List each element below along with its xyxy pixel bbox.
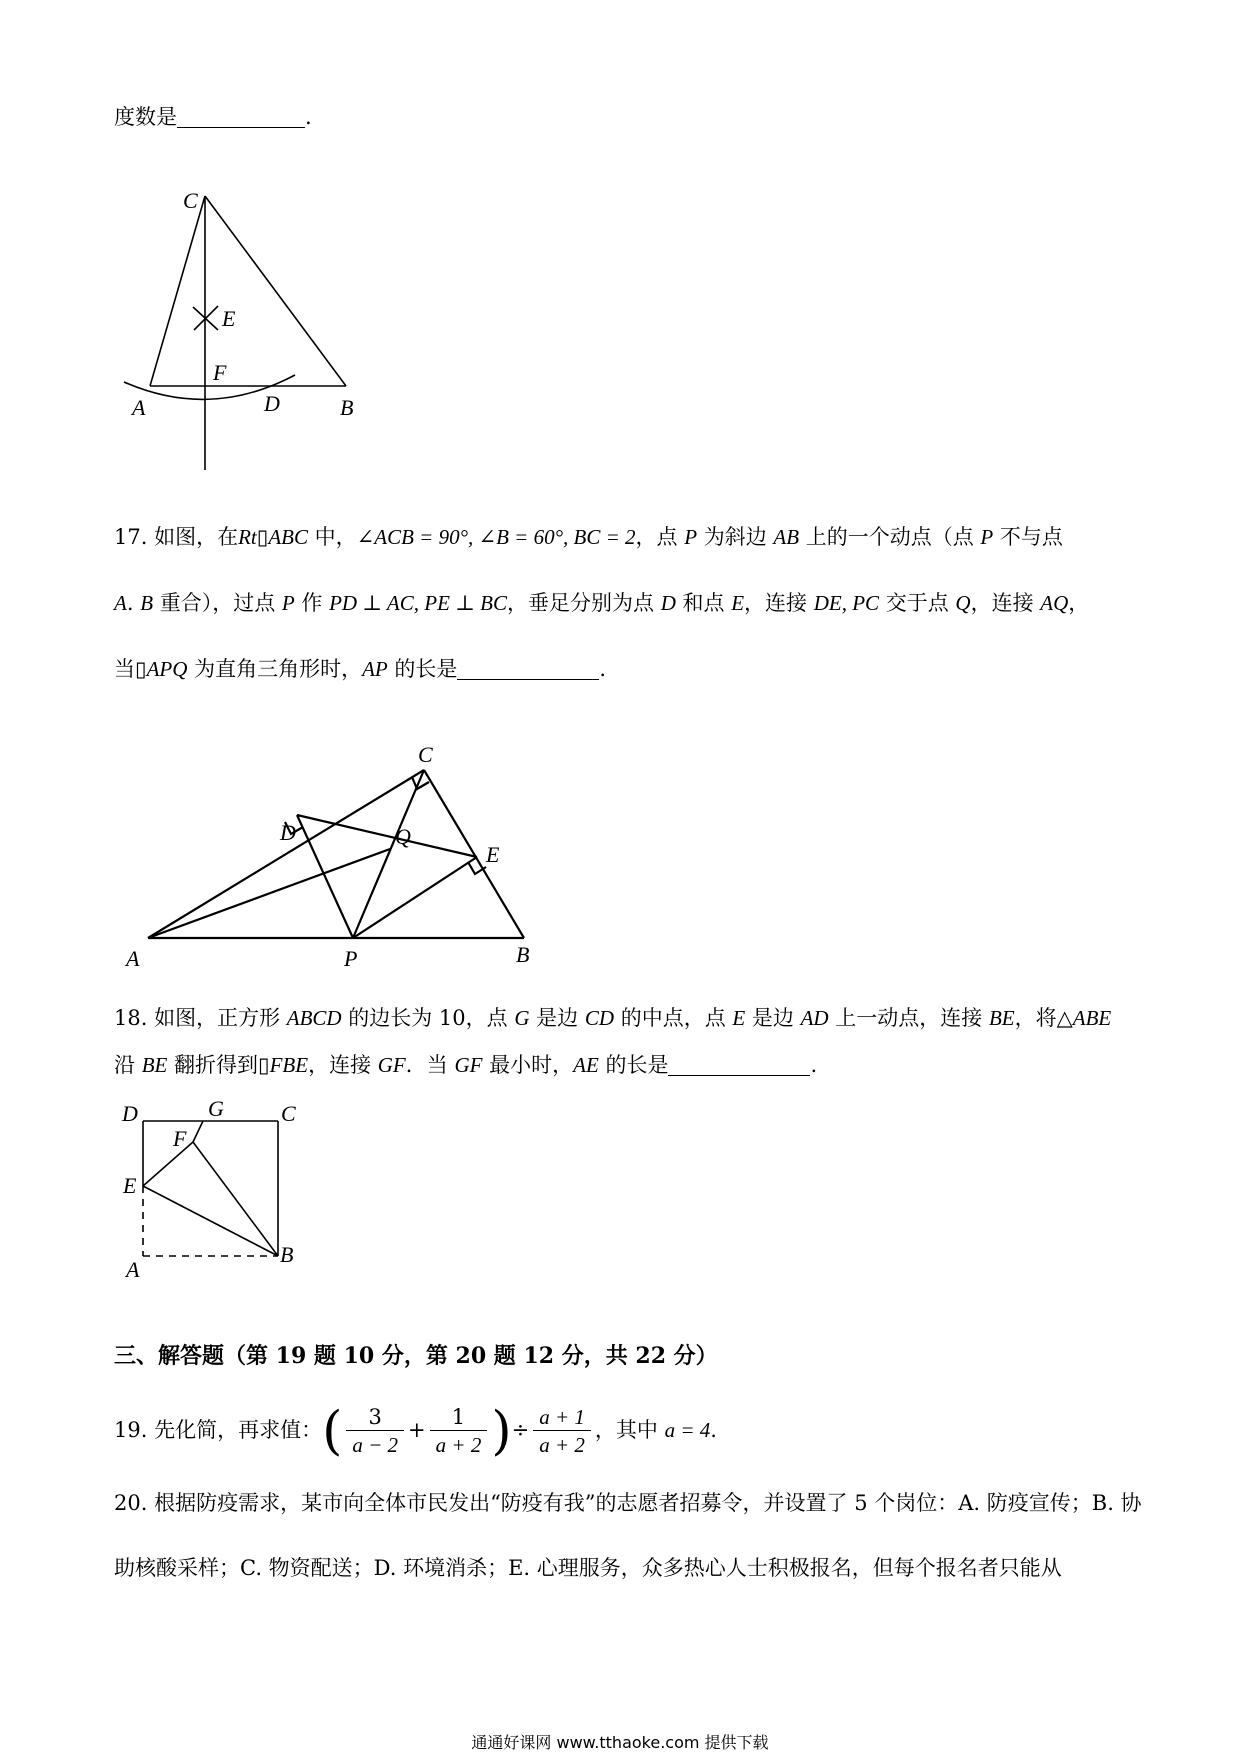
segment-fb [193,1142,278,1256]
label-g: G [208,1096,224,1121]
label-b: B [280,1242,294,1267]
q18-abe: ABE [1072,1006,1112,1030]
label-a: A [126,1257,140,1282]
segment-eb [143,1186,278,1256]
fraction-1-denominator: a − 2 [352,1433,399,1457]
q18-box: ▯ [258,1053,270,1077]
q17-text: ，连接 [744,591,814,615]
q16-tail-end: . [305,105,312,129]
side-cb [424,770,524,938]
q17-b: B [140,591,154,615]
q18-text: 上一动点，连接 [828,1006,989,1030]
q17-condition: ∠ACB = 90°, ∠B = 60°, BC = 2 [356,525,636,549]
q18-be: BE [141,1053,168,1077]
label-c: C [281,1101,296,1126]
q17-depc: DE, PC [813,591,880,615]
label-d: D [264,391,280,416]
segment-pc [353,770,424,938]
q18-text: 翻折得到 [167,1053,259,1077]
q18-text: 的边长为 10，点 [341,1006,515,1030]
q17-text: 和点 [675,591,732,615]
q17-text: 作 [294,591,330,615]
label-e: E [486,842,500,867]
q17-text: 交于点 [879,591,956,615]
q19-text: 19. 先化简，再求值： [114,1418,323,1442]
q18-gf: GF [454,1053,483,1077]
fraction-1 [346,1404,404,1459]
label-a: A [126,946,140,971]
fraction-2 [430,1404,488,1459]
q18-end: . [810,1053,818,1077]
q17-q: Q [955,591,971,615]
fraction-3-denominator: a + 2 [539,1433,585,1457]
q17-text: ，垂足分别为点 [507,591,661,615]
q16-tail-text: 度数是 [114,105,177,129]
q17-p: P [281,591,295,615]
label-d: D [280,820,296,845]
q17-rt: Rt [238,525,257,549]
q17-aq: AQ [1040,591,1069,615]
q17-box: ▯ [256,525,269,549]
divide-sign: ÷ [511,1418,530,1442]
paren-open: ( [322,1401,343,1462]
q17-text: 上的一个动点（点 [799,525,981,549]
fraction-2-numerator: 1 [430,1404,488,1431]
label-f: F [213,360,227,385]
label-c: C [183,188,198,213]
q17-text: 17. 如图，在 [114,525,239,549]
q17-box: ▯ [135,657,147,681]
q18-text: ，将 [1014,1006,1057,1030]
q18-text: 的中点，点 [614,1006,733,1030]
q17-perp: PD ⊥ AC, PE ⊥ BC [329,591,507,615]
q17-d: D [660,591,676,615]
q18-e: E [732,1006,746,1030]
q17-text: . [126,591,141,615]
q19-text: ，其中 [594,1418,665,1442]
q18-abcd: ABCD [286,1006,342,1030]
figure-18 [0,0,320,1290]
q17-end: . [599,657,607,681]
label-q: Q [395,824,411,849]
q17-text: ，连接 [970,591,1041,615]
segment-pe [353,857,477,938]
q19-line [114,1400,717,1460]
label-e: E [222,306,236,331]
label-p: P [344,946,358,971]
q17-e: E [731,591,745,615]
label-e: E [123,1173,137,1198]
q18-text: 沿 [114,1053,142,1077]
q17-p: P [684,525,698,549]
q18-text: 的长是 [598,1053,669,1077]
q18-cd: CD [584,1006,615,1030]
q18-text: ．当 [405,1053,455,1077]
fraction-3-numerator: a + 1 [533,1404,591,1431]
plus-sign: + [408,1418,426,1442]
q18-ae: AE [573,1053,599,1077]
q18-text: 是边 [745,1006,801,1030]
q18-g: G [514,1006,530,1030]
q17-text: ， [1068,591,1090,615]
q17-apq: APQ [146,657,188,681]
q18-text: 18. 如图，正方形 [114,1006,287,1030]
q17-text: 不与点 [993,525,1063,549]
q17-text: 为斜边 [697,525,774,549]
fraction-2-denominator: a + 2 [435,1433,482,1457]
q17-text: ，点 [635,525,685,549]
q17-a: A [114,591,127,615]
section-heading-3: 三、解答题（第 19 题 10 分，第 20 题 12 分，共 22 分） [114,1343,718,1369]
q19-condition: a = 4 [664,1418,711,1442]
q19-end: . [710,1418,717,1442]
fraction-3 [533,1404,591,1459]
label-f: F [173,1126,187,1151]
paren-close: ) [491,1401,512,1462]
right-angle-e [468,862,486,874]
q18-ad: AD [800,1006,829,1030]
q17-text: 当 [114,657,135,681]
q17-text: 中， [307,525,357,549]
answer-blank-18 [668,1053,810,1076]
q18-fbe: FBE [269,1053,309,1077]
label-b: B [340,395,354,420]
fraction-1-numerator: 3 [346,1404,404,1431]
q18-text: ，连接 [308,1053,378,1077]
segment-fg [193,1121,203,1142]
q17-text: 的长是 [387,657,458,681]
q17-ap: AP [362,657,388,681]
q17-abc: ABC [268,525,308,549]
q20-line-1: 20. 根据防疫需求，某市向全体市民发出“防疫有我”的志愿者招募令，并设置了 5 个岗位：A. 防疫宣传；B. 协 [114,1491,1142,1515]
q17-ab: AB [773,525,800,549]
q18-text: 最小时， [482,1053,574,1077]
q18-triangle-symbol: △ [1056,1006,1073,1030]
q17-p: P [980,525,994,549]
page-footer: 通通好课网 www.tthaoke.com 提供下载 [471,1733,769,1752]
label-a: A [132,395,146,420]
label-b: B [516,942,530,967]
q20-line-2: 助核酸采样；C. 物资配送；D. 环境消杀；E. 心理服务，众多热心人士积极报名，但每个报名者只能从 [114,1556,1062,1580]
q18-gf: GF [377,1053,406,1077]
q18-text: 是边 [529,1006,585,1030]
q17-text: 重合），过点 [153,591,282,615]
q18-be: BE [988,1006,1015,1030]
q17-text: 为直角三角形时， [187,657,363,681]
label-d: D [122,1101,138,1126]
label-c: C [418,742,433,767]
